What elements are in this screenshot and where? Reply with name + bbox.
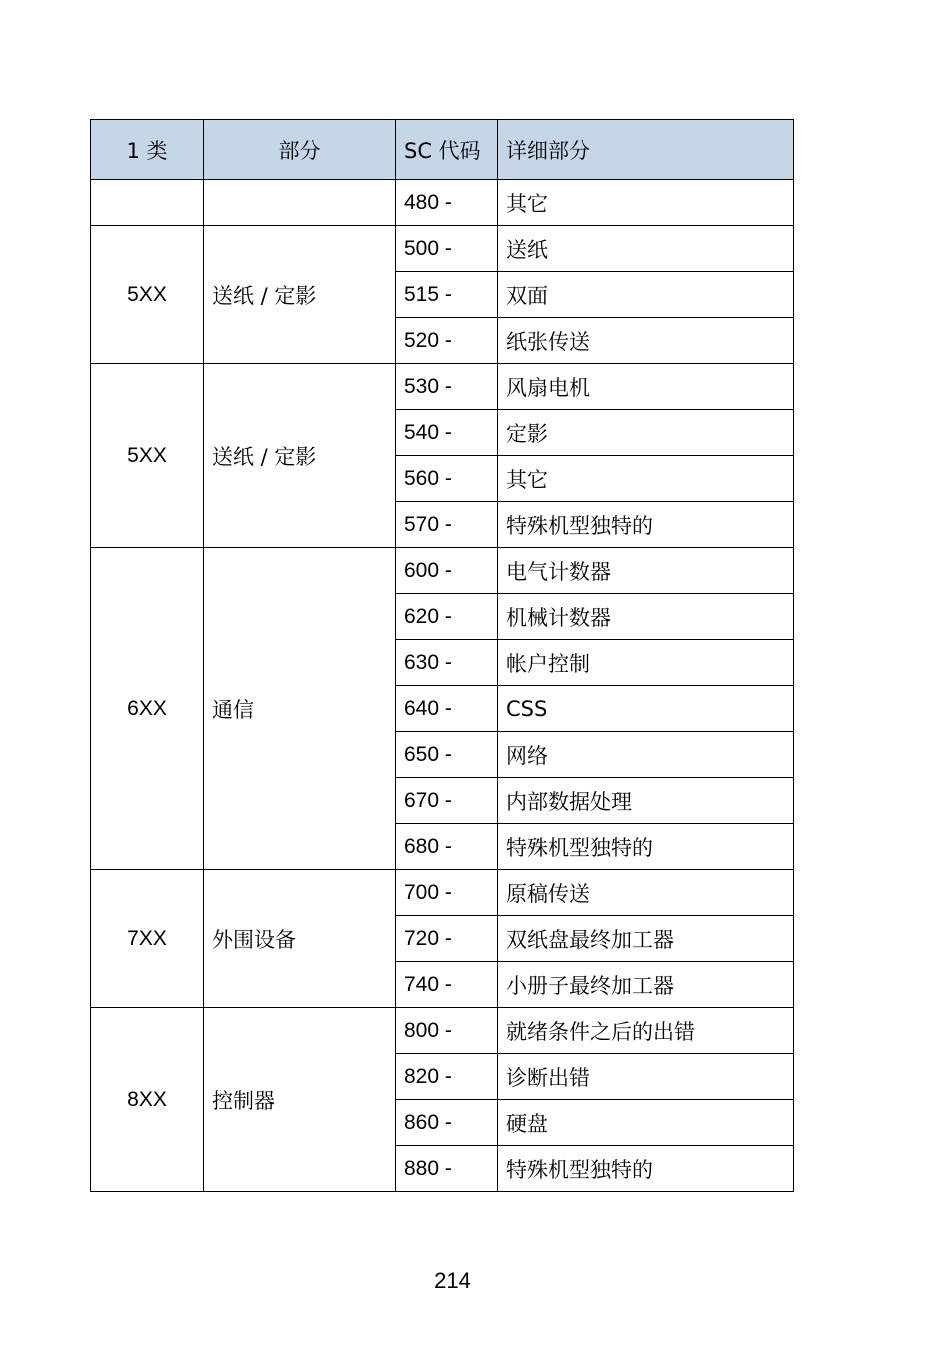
header-detail: 详细部分 xyxy=(498,120,794,180)
sc-code-cell: 530 - xyxy=(396,364,498,410)
sc-code-cell: 720 - xyxy=(396,916,498,962)
table-row xyxy=(91,548,794,594)
sc-code-cell: 680 - xyxy=(396,824,498,870)
category-cell: 7XX xyxy=(91,870,204,1008)
category-cell: 5XX xyxy=(91,226,204,364)
table-body xyxy=(91,180,794,1192)
detail-cell: 原稿传送 xyxy=(498,870,794,916)
detail-cell: 双纸盘最终加工器 xyxy=(498,916,794,962)
sc-code-cell: 630 - xyxy=(396,640,498,686)
detail-cell: 硬盘 xyxy=(498,1100,794,1146)
sc-code-cell: 560 - xyxy=(396,456,498,502)
sc-code-cell: 480 - xyxy=(396,180,498,226)
table-row xyxy=(91,870,794,916)
part-cell: 送纸 / 定影 xyxy=(204,364,396,548)
sc-code-cell: 620 - xyxy=(396,594,498,640)
sc-code-cell: 500 - xyxy=(396,226,498,272)
detail-cell: 小册子最终加工器 xyxy=(498,962,794,1008)
detail-cell: 其它 xyxy=(498,180,794,226)
detail-cell: 定影 xyxy=(498,410,794,456)
header-sc-code: SC 代码 xyxy=(396,120,498,180)
sc-code-table xyxy=(90,119,794,1192)
detail-cell: 网络 xyxy=(498,732,794,778)
sc-code-cell: 515 - xyxy=(396,272,498,318)
sc-code-cell: 700 - xyxy=(396,870,498,916)
detail-cell: 特殊机型独特的 xyxy=(498,824,794,870)
category-cell: 5XX xyxy=(91,364,204,548)
part-cell: 控制器 xyxy=(204,1008,396,1192)
sc-code-cell: 520 - xyxy=(396,318,498,364)
detail-cell: 送纸 xyxy=(498,226,794,272)
sc-code-cell: 800 - xyxy=(396,1008,498,1054)
detail-cell: 特殊机型独特的 xyxy=(498,502,794,548)
detail-cell: 电气计数器 xyxy=(498,548,794,594)
table-header-row xyxy=(91,120,794,180)
sc-code-cell: 600 - xyxy=(396,548,498,594)
detail-cell: 诊断出错 xyxy=(498,1054,794,1100)
table-row xyxy=(91,364,794,410)
part-cell: 外围设备 xyxy=(204,870,396,1008)
category-cell xyxy=(91,180,204,226)
part-cell xyxy=(204,180,396,226)
detail-cell: 纸张传送 xyxy=(498,318,794,364)
sc-code-cell: 670 - xyxy=(396,778,498,824)
sc-code-cell: 880 - xyxy=(396,1146,498,1192)
sc-code-cell: 740 - xyxy=(396,962,498,1008)
category-cell: 8XX xyxy=(91,1008,204,1192)
sc-code-cell: 640 - xyxy=(396,686,498,732)
sc-code-cell: 650 - xyxy=(396,732,498,778)
detail-cell: 双面 xyxy=(498,272,794,318)
sc-code-cell: 820 - xyxy=(396,1054,498,1100)
sc-code-cell: 540 - xyxy=(396,410,498,456)
table-row xyxy=(91,226,794,272)
detail-cell: 帐户控制 xyxy=(498,640,794,686)
table-row xyxy=(91,180,794,226)
header-category: 1 类 xyxy=(91,120,204,180)
part-cell: 送纸 / 定影 xyxy=(204,226,396,364)
sc-code-cell: 570 - xyxy=(396,502,498,548)
part-cell: 通信 xyxy=(204,548,396,870)
detail-cell: 特殊机型独特的 xyxy=(498,1146,794,1192)
detail-cell: 风扇电机 xyxy=(498,364,794,410)
page-number: 214 xyxy=(434,1268,471,1293)
category-cell: 6XX xyxy=(91,548,204,870)
table-row xyxy=(91,1008,794,1054)
header-part: 部分 xyxy=(204,120,396,180)
detail-cell: 内部数据处理 xyxy=(498,778,794,824)
detail-cell: 就绪条件之后的出错 xyxy=(498,1008,794,1054)
sc-code-cell: 860 - xyxy=(396,1100,498,1146)
detail-cell: 其它 xyxy=(498,456,794,502)
detail-cell: CSS xyxy=(498,686,794,732)
detail-cell: 机械计数器 xyxy=(498,594,794,640)
